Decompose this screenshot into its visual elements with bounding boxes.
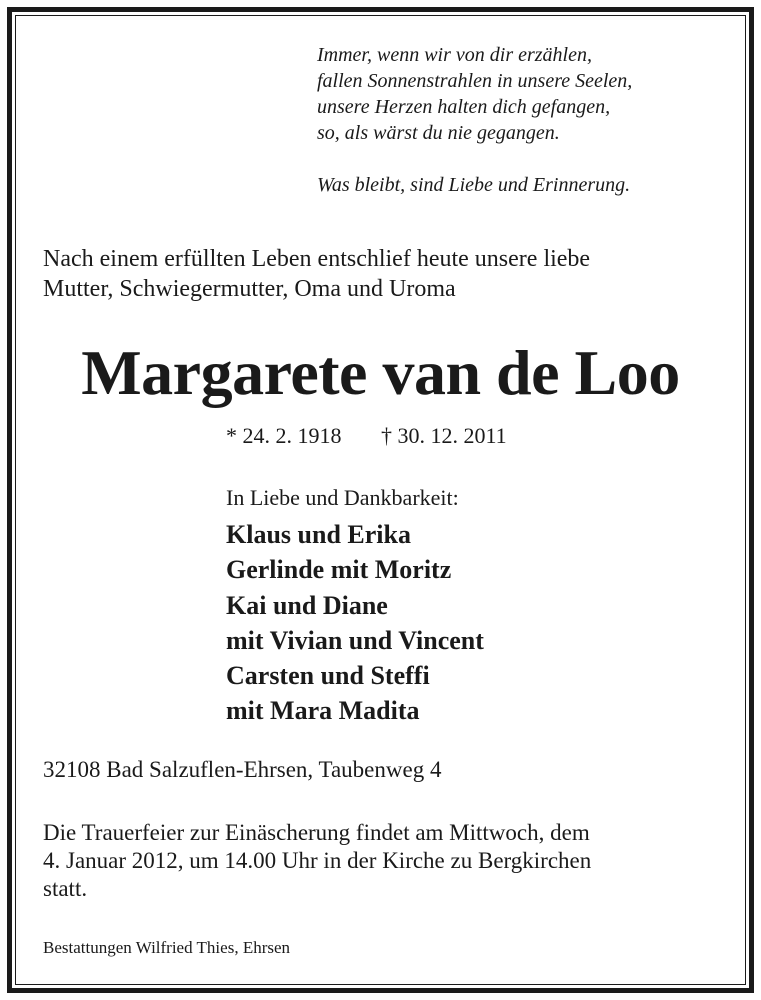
mourner-entry: Kai und Diane [226, 590, 388, 620]
ceremony-line: statt. [43, 876, 88, 901]
life-dates [226, 422, 507, 450]
mourner-entry: mit Mara Madita [226, 696, 420, 726]
birth-date: * 24. 2. 1918 [226, 423, 342, 448]
poem-line: Immer, wenn wir von dir erzählen, [317, 44, 592, 66]
mourner-entry: Gerlinde mit Moritz [226, 555, 452, 585]
mourners-list [226, 484, 726, 729]
family-address: 32108 Bad Salzuflen-Ehrsen, Taubenweg 4 [43, 757, 442, 782]
poem-line: fallen Sonnenstrahlen in unsere Seelen, [317, 70, 633, 92]
poem-closing: Was bleibt, sind Liebe und Erinnerung. [317, 174, 631, 196]
mourner-entry: Klaus und Erika [226, 520, 411, 549]
mourners-heading: In Liebe und Dankbarkeit: [226, 485, 459, 510]
ceremony-line: Die Trauerfeier zur Einäscherung findet am Mittwoch, dem [43, 820, 590, 845]
undertaker-credit: Bestattungen Wilfried Thies, Ehrsen [43, 938, 291, 957]
poem-line: unsere Herzen halten dich gefangen, [317, 96, 611, 118]
announcement-intro [43, 244, 723, 304]
poem [317, 42, 737, 198]
intro-line: Mutter, Schwiegermutter, Oma und Uroma [43, 276, 456, 302]
mourner-entry: mit Vivian und Vincent [226, 625, 484, 655]
ceremony-notice [43, 819, 733, 903]
death-date: † 30. 12. 2011 [381, 423, 507, 448]
intro-line: Nach einem erfüllten Leben entschlief heute unsere liebe [43, 246, 591, 272]
ceremony-line: 4. Januar 2012, um 14.00 Uhr in der Kirche zu Bergkirchen [43, 848, 592, 873]
poem-line: so, als wärst du nie gegangen. [317, 122, 560, 144]
deceased-name: Margarete van de Loo [81, 337, 680, 408]
mourner-entry: Carsten und Steffi [226, 661, 430, 691]
